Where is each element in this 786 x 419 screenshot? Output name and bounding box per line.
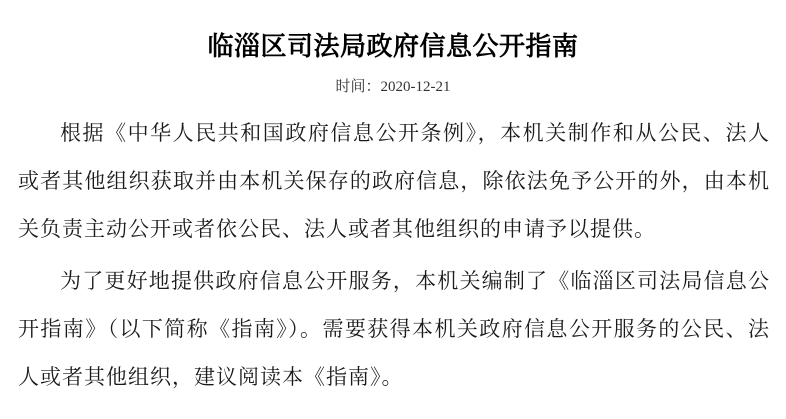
article-paragraph-1: 根据《中华人民共和国政府信息公开条例》，本机关制作和从公民、法人或者其他组织获取并由本机关保存的政府信息，除依法免予公开的外，由本机关负责主动公开或者依公民、法人或者其他组织的申请予以提供。: [18, 121, 770, 241]
article-paragraph-2: 为了更好地提供政府信息公开服务，本机关编制了《临淄区司法局信息公开指南》（以下简称《指南》）。需要获得本机关政府信息公开服务的公民、法人或者其他组织，建议阅读本《指南》。: [18, 269, 770, 389]
publish-time-label: 时间：: [335, 79, 381, 95]
publish-time: [0, 78, 786, 96]
publish-time-value: 2020-12-21: [380, 79, 451, 95]
page-title: 临淄区司法局政府信息公开指南: [207, 31, 579, 61]
article-body: [18, 109, 770, 401]
